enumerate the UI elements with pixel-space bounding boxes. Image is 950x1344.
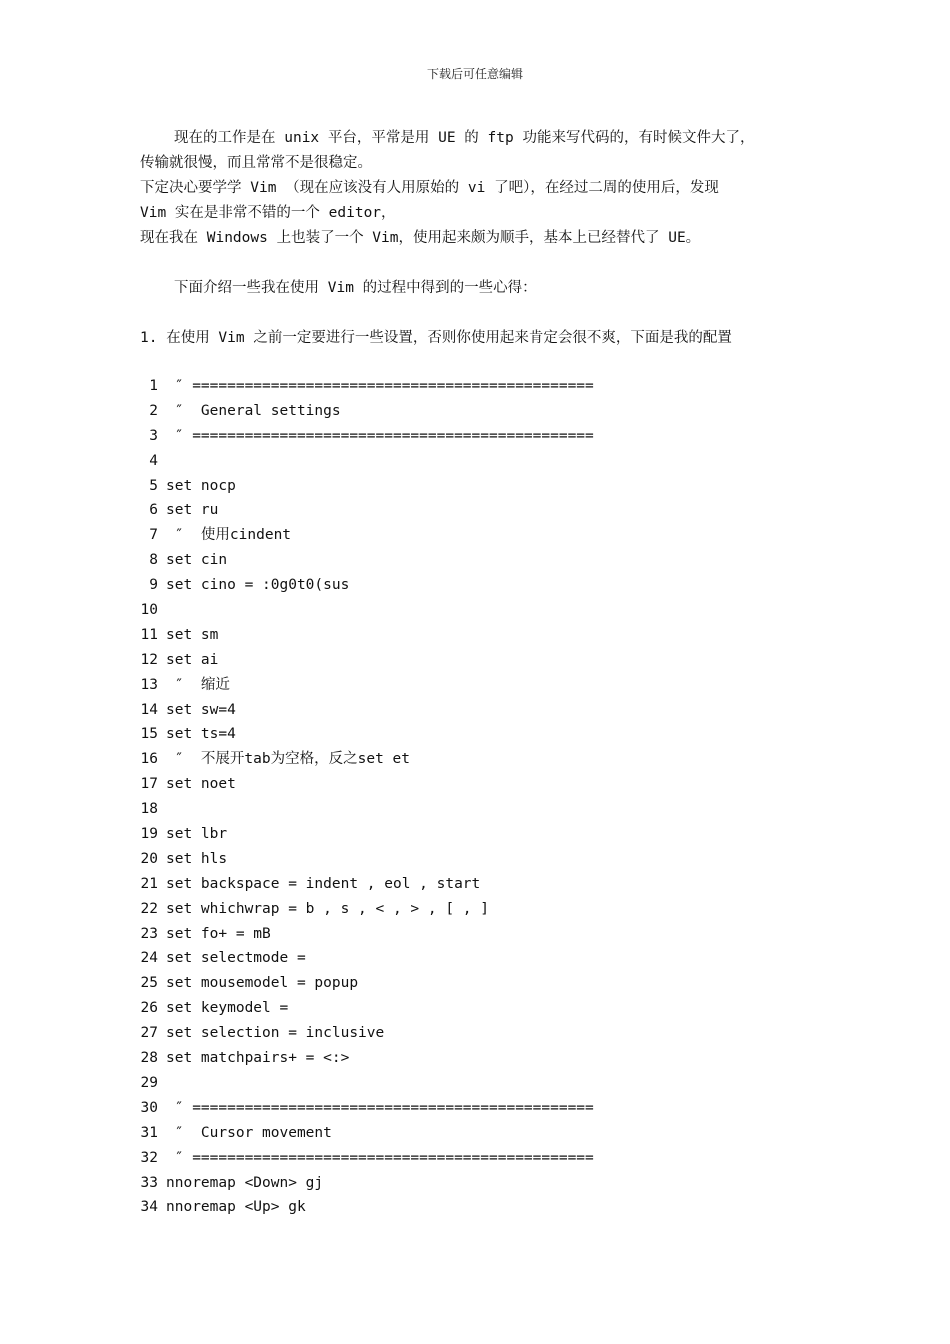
line-content: set keymodel = [166, 1000, 289, 1017]
code-line [140, 1071, 840, 1096]
line-number: 13 [140, 676, 158, 693]
paragraph-line: 传输就很慢，而且常常不是很稳定。 [140, 155, 372, 171]
code-line [140, 523, 840, 548]
code-line [140, 922, 840, 947]
line-number: 15 [140, 726, 158, 743]
code-line [140, 747, 840, 772]
paragraph-line [140, 251, 820, 276]
line-content: nnoremap <Down> gj [166, 1174, 324, 1191]
line-number: 32 [140, 1149, 158, 1166]
line-number: 30 [140, 1099, 158, 1116]
code-line [140, 548, 840, 573]
line-number: 10 [140, 602, 158, 619]
line-content: ″ Cursor movement [166, 1124, 332, 1141]
line-number: 2 [149, 402, 158, 419]
line-content: set mousemodel = popup [166, 975, 359, 992]
line-number: 28 [140, 1050, 158, 1067]
page-header: 下载后可任意编辑 [426, 67, 523, 81]
vim-config-listing [140, 374, 840, 1220]
line-content: set sm [166, 626, 219, 643]
code-line [140, 1021, 840, 1046]
line-number: 12 [140, 651, 158, 668]
line-content: ″ 不展开tab为空格，反之set et [166, 751, 410, 768]
line-number: 14 [140, 701, 158, 718]
code-line [140, 573, 840, 598]
code-line [140, 996, 840, 1021]
paragraph-line: 下面介绍一些我在使用 Vim 的过程中得到的一些心得： [174, 280, 537, 296]
code-line [140, 374, 840, 399]
line-number: 4 [149, 452, 158, 469]
line-number: 23 [140, 925, 158, 942]
intro-text [140, 126, 820, 351]
code-line [140, 872, 840, 897]
line-number: 21 [140, 875, 158, 892]
line-number: 34 [140, 1199, 158, 1216]
line-content: ″ 使用cindent [166, 527, 292, 544]
paragraph-line [140, 301, 820, 326]
line-content: ″ ============================================== [166, 1149, 594, 1166]
line-content: set nocp [166, 477, 236, 494]
line-number: 5 [149, 477, 158, 494]
line-content [158, 449, 166, 474]
line-number: 8 [149, 552, 158, 569]
code-line [140, 1046, 840, 1071]
line-content [158, 1071, 166, 1096]
code-line [140, 1171, 840, 1196]
line-number: 18 [140, 801, 158, 818]
paragraph-line: 1. 在使用 Vim 之前一定要进行一些设置，否则你使用起来肯定会很不爽，下面是我的配置 [140, 330, 732, 346]
line-number: 3 [149, 427, 158, 444]
line-number: 11 [140, 626, 158, 643]
line-number: 26 [140, 1000, 158, 1017]
line-content: set sw=4 [166, 701, 236, 718]
line-content: set ru [166, 502, 219, 519]
line-content: ″ ============================================== [166, 1099, 594, 1116]
code-line [140, 1195, 840, 1220]
code-line [140, 623, 840, 648]
paragraph-line: Vim 实在是非常不错的一个 editor， [140, 205, 396, 221]
code-line [140, 946, 840, 971]
code-line [140, 1096, 840, 1121]
code-line [140, 722, 840, 747]
line-content: set fo+ = mB [166, 925, 271, 942]
line-content: set lbr [166, 826, 228, 843]
code-line [140, 399, 840, 424]
line-number: 22 [140, 900, 158, 917]
code-line [140, 822, 840, 847]
line-number: 17 [140, 776, 158, 793]
code-line [140, 673, 840, 698]
line-number: 27 [140, 1025, 158, 1042]
line-content: set selectmode = [166, 950, 306, 967]
code-line [140, 498, 840, 523]
code-line [140, 797, 840, 822]
code-line [140, 847, 840, 872]
line-content: set cino = :0g0t0(sus [166, 577, 350, 594]
line-content: nnoremap <Up> gk [166, 1199, 306, 1216]
line-number: 33 [140, 1174, 158, 1191]
code-line [140, 971, 840, 996]
paragraph-line: 下定决心要学学 Vim （现在应该没有人用原始的 vi 了吧），在经过二周的使用后，发现 [140, 180, 719, 196]
line-content: set hls [166, 850, 228, 867]
line-content: set ts=4 [166, 726, 236, 743]
line-number: 19 [140, 826, 158, 843]
code-line [140, 449, 840, 474]
code-line [140, 1146, 840, 1171]
code-line [140, 474, 840, 499]
line-number: 24 [140, 950, 158, 967]
line-content: ″ ============================================== [166, 378, 594, 394]
line-content: set matchpairs+ = <:> [166, 1050, 350, 1067]
line-content [158, 797, 166, 822]
code-line [140, 1121, 840, 1146]
line-content: ″ General settings [166, 402, 341, 419]
line-content [158, 598, 166, 623]
line-number: 29 [140, 1074, 158, 1091]
line-number: 1 [149, 378, 158, 394]
code-line [140, 598, 840, 623]
line-content: set selection = inclusive [166, 1025, 385, 1042]
paragraph-line: 现在我在 Windows 上也装了一个 Vim，使用起来颇为顺手，基本上已经替代了 UE。 [140, 230, 701, 246]
line-content: ″ 缩近 [166, 676, 230, 693]
line-number: 9 [149, 577, 158, 594]
line-content: set whichwrap = b , s , < , > , [ , ] [166, 900, 490, 917]
code-line [140, 648, 840, 673]
code-line [140, 772, 840, 797]
code-line [140, 424, 840, 449]
line-number: 25 [140, 975, 158, 992]
line-content: set noet [166, 776, 236, 793]
code-line [140, 698, 840, 723]
line-number: 6 [149, 502, 158, 519]
line-content: set backspace = indent , eol , start [166, 875, 481, 892]
line-number: 16 [140, 751, 158, 768]
line-content: ″ ============================================== [166, 427, 594, 444]
line-number: 31 [140, 1124, 158, 1141]
line-number: 20 [140, 850, 158, 867]
paragraph-line: 现在的工作是在 unix 平台，平常是用 UE 的 ftp 功能来写代码的，有时候文件大了， [174, 130, 755, 146]
line-number: 7 [149, 527, 158, 544]
line-content: set cin [166, 552, 228, 569]
code-line [140, 897, 840, 922]
line-content: set ai [166, 651, 219, 668]
